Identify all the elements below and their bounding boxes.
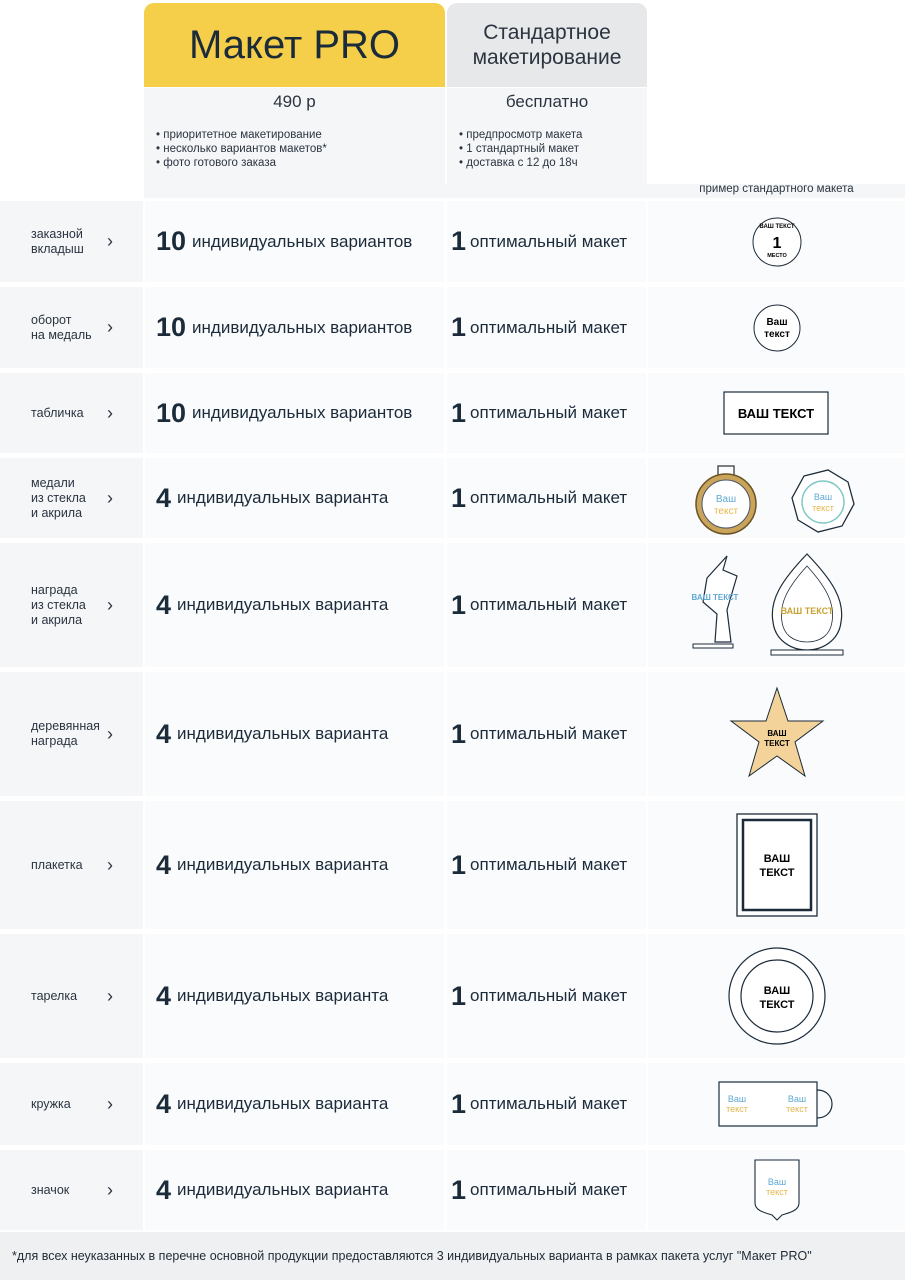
row-label-mug[interactable] <box>0 1063 143 1145</box>
pro-count: 4 <box>156 589 172 620</box>
pro-count: 4 <box>156 482 172 513</box>
sample-medal-back <box>648 287 905 368</box>
pro-feature: • несколько вариантов макетов* <box>156 142 445 156</box>
row-label-text: заказной вкладыш <box>31 226 84 256</box>
pro-plan-title: Макет PRO <box>144 3 445 87</box>
pro-cell <box>145 543 444 667</box>
pro-text: индивидуальных варианта <box>177 986 389 1005</box>
standard-count: 1 <box>451 980 467 1011</box>
row-label-badge[interactable] <box>0 1150 143 1230</box>
row-label-text: плакетка <box>31 857 83 872</box>
chevron-right-icon: › <box>107 985 113 1006</box>
standard-count: 1 <box>451 397 467 428</box>
standard-cell <box>447 1063 646 1145</box>
pro-count: 4 <box>156 980 172 1011</box>
pro-cell <box>145 1150 444 1230</box>
standard-text: оптимальный макет <box>470 1094 628 1113</box>
pro-count: 4 <box>156 1174 172 1205</box>
standard-cell <box>447 287 646 368</box>
pro-text: индивидуальных варианта <box>177 595 389 614</box>
standard-cell <box>447 543 646 667</box>
dish-text: ВАШ <box>763 985 790 997</box>
standard-text: оптимальный макет <box>470 231 628 251</box>
row-label-text: кружка <box>31 1096 71 1111</box>
standard-text: оптимальный макет <box>470 1180 628 1199</box>
award-text: ВАШ ТЕКСТ <box>691 593 738 602</box>
row-label-text: медали из стекла и акрила <box>31 475 86 520</box>
sample-plate <box>648 373 905 453</box>
standard-count: 1 <box>451 589 467 620</box>
plate-text: ВАШ ТЕКСТ <box>737 406 814 421</box>
pro-cell <box>145 934 444 1058</box>
pro-text: индивидуальных варианта <box>177 724 389 743</box>
chevron-right-icon: › <box>107 317 113 337</box>
dish-icon <box>725 944 829 1048</box>
row-label-plate[interactable] <box>0 373 143 453</box>
glass-medals-icon <box>692 460 862 536</box>
standard-text: оптимальный макет <box>470 488 628 507</box>
mug-text: Ваш <box>787 1094 806 1104</box>
row-label-text: табличка <box>31 405 84 420</box>
pro-cell <box>145 801 444 929</box>
row-label-dish[interactable] <box>0 934 143 1058</box>
standard-text: оптимальный макет <box>470 317 628 337</box>
pro-text: индивидуальных вариантов <box>192 403 413 422</box>
glass-medal-text: Ваш <box>715 494 736 505</box>
award-text: ВАШ ТЕКСТ <box>780 606 833 616</box>
medal-back-text: Ваш <box>765 316 788 328</box>
sample-insert <box>648 201 905 282</box>
pro-text: индивидуальных варианта <box>177 1094 389 1113</box>
plaque-text: ВАШ <box>763 853 790 865</box>
pro-text: индивидуальных варианта <box>177 855 389 874</box>
dish-text: ТЕКСТ <box>758 999 795 1011</box>
standard-text: оптимальный макет <box>470 595 628 614</box>
row-label-text: тарелка <box>31 988 78 1003</box>
pro-cell <box>145 458 444 538</box>
row-label-text: оборот на медаль <box>31 312 92 342</box>
pro-count: 4 <box>156 718 172 749</box>
standard-cell <box>447 458 646 538</box>
row-label-plaque[interactable] <box>0 801 143 929</box>
standard-count: 1 <box>451 1088 467 1119</box>
plaque-icon <box>735 812 819 918</box>
mug-text: текст <box>725 1104 748 1114</box>
badge-text: текст <box>765 1187 788 1197</box>
medal-back-icon <box>747 298 807 358</box>
insert-text: ВАШ ТЕКСТ <box>758 223 795 230</box>
row-label-wooden-award[interactable] <box>0 672 143 796</box>
standard-count: 1 <box>451 482 467 513</box>
standard-plan-title <box>447 3 647 87</box>
standard-count: 1 <box>451 718 467 749</box>
chevron-right-icon: › <box>107 402 113 423</box>
standard-text: оптимальный макет <box>470 724 628 743</box>
example-caption: пример стандартного макета <box>699 183 854 195</box>
standard-title-line1: Стандартное <box>483 21 611 44</box>
standard-text: оптимальный макет <box>470 855 628 874</box>
insert-number: 1 <box>772 234 781 252</box>
row-label-text: награда из стекла и акрила <box>31 582 86 627</box>
row-label-glass-medals[interactable] <box>0 458 143 538</box>
standard-cell <box>447 934 646 1058</box>
chevron-right-icon: › <box>107 854 113 875</box>
standard-cell <box>447 201 646 282</box>
pro-text: индивидуальных вариантов <box>192 231 413 251</box>
standard-count: 1 <box>451 849 467 880</box>
pro-count: 10 <box>156 397 187 428</box>
standard-cell <box>447 801 646 929</box>
star-text: ТЕКСТ <box>763 739 790 748</box>
standard-cell <box>447 373 646 453</box>
chevron-right-icon: › <box>107 723 113 744</box>
chevron-right-icon: › <box>107 594 113 615</box>
standard-feature: • предпросмотр макета <box>459 128 647 142</box>
standard-price: бесплатно <box>447 88 647 116</box>
pro-text: индивидуальных варианта <box>177 1180 389 1199</box>
sample-dish <box>648 934 905 1058</box>
standard-count: 1 <box>451 1174 467 1205</box>
pro-cell <box>145 373 444 453</box>
pro-feature: • приоритетное макетирование <box>156 128 445 142</box>
pro-feature: • фото готового заказа <box>156 156 445 170</box>
pro-cell <box>145 1063 444 1145</box>
plaque-text: ТЕКСТ <box>758 867 795 879</box>
badge-icon <box>752 1157 802 1223</box>
mug-text: Ваш <box>727 1094 746 1104</box>
standard-feature: • 1 стандартный макет <box>459 142 647 156</box>
insert-place: МЕСТО <box>766 252 787 259</box>
row-label-medal-back[interactable] <box>0 287 143 368</box>
plate-icon <box>722 388 832 438</box>
footnote: *для всех неуказанных в перечне основной продукции предоставляются 3 индивидуальных варианта в рамках пакета услуг "Макет PRO" <box>0 1232 905 1280</box>
standard-text: оптимальный макет <box>470 986 628 1005</box>
chevron-right-icon: › <box>107 231 113 251</box>
pro-count: 4 <box>156 849 172 880</box>
medal-back-text: текст <box>763 328 790 340</box>
pro-cell <box>145 201 444 282</box>
pro-cell <box>145 287 444 368</box>
mug-text: текст <box>785 1104 808 1114</box>
pro-features <box>144 116 445 184</box>
sample-glass-award <box>648 543 905 667</box>
pro-cell <box>145 672 444 796</box>
standard-text: оптимальный макет <box>470 403 628 422</box>
row-label-text: деревянная награда <box>31 719 100 748</box>
pro-text: индивидуальных варианта <box>177 488 389 507</box>
standard-title-line2: макетирование <box>472 46 622 69</box>
pro-price: 490 р <box>144 88 445 116</box>
pro-count: 10 <box>156 226 187 256</box>
standard-count: 1 <box>451 226 467 256</box>
mug-icon <box>715 1078 839 1130</box>
sample-glass-medals <box>648 458 905 538</box>
standard-cell <box>447 672 646 796</box>
standard-features <box>447 116 647 184</box>
row-label-glass-award[interactable] <box>0 543 143 667</box>
chevron-right-icon: › <box>107 1179 113 1200</box>
chevron-right-icon: › <box>107 1093 113 1114</box>
sample-badge <box>648 1150 905 1230</box>
pro-count: 10 <box>156 312 187 342</box>
badge-text: Ваш <box>767 1177 786 1187</box>
row-label-insert[interactable] <box>0 201 143 282</box>
glass-award-icon <box>687 550 867 660</box>
standard-count: 1 <box>451 312 467 342</box>
chevron-right-icon: › <box>107 487 113 508</box>
round-insert-icon <box>747 212 807 272</box>
star-text: ВАШ <box>766 729 787 738</box>
pro-text: индивидуальных вариантов <box>192 317 413 337</box>
pro-count: 4 <box>156 1088 172 1119</box>
sample-mug <box>648 1063 905 1145</box>
sample-plaque <box>648 801 905 929</box>
glass-medal-text: текст <box>811 503 834 513</box>
star-icon <box>727 684 827 784</box>
glass-medal-text: Ваш <box>813 492 832 502</box>
sample-wooden-award <box>648 672 905 796</box>
row-label-text: значок <box>31 1182 70 1197</box>
standard-cell <box>447 1150 646 1230</box>
standard-feature: • доставка с 12 до 18ч <box>459 156 647 170</box>
glass-medal-text: текст <box>713 506 738 517</box>
